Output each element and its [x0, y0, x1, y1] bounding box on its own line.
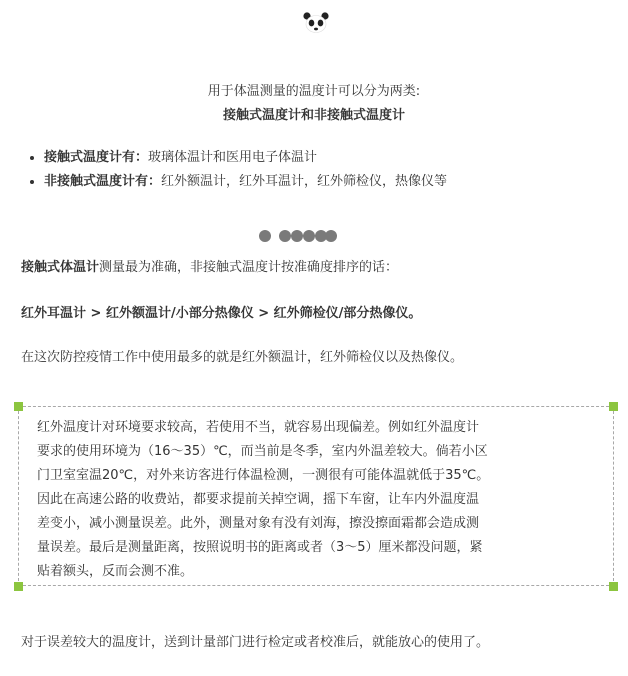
accuracy-label: 接触式体温计: [21, 260, 100, 275]
note-line: 因此在高速公路的收费站，都要求提前关掉空调，摇下车窗，让车内外温度温: [37, 492, 480, 507]
list-item-text: 红外额温计，红外耳温计，红外筛检仪，热像仪等: [161, 174, 448, 189]
note-box-corner: [14, 582, 23, 591]
note-box-corner: [14, 402, 23, 411]
dots-divider: [258, 229, 338, 243]
note-line: 门卫室室温20℃，对外来访客进行体温检测，一测很有可能体温就低于35℃。: [37, 468, 490, 483]
note-line: 要求的使用环境为（16～35）℃，而当前是冬季，室内外温差较大。倘若小区: [37, 444, 488, 459]
list-item-text: 玻璃体温计和医用电子体温计: [148, 150, 318, 165]
note-line: 差变小，减小测量误差。此外，测量对象有没有刘海，擦没擦面霜都会造成测: [37, 516, 480, 531]
note-box-corner: [609, 402, 618, 411]
list-item-label: 非接触式温度计有：: [44, 174, 162, 189]
ranking-paragraph: 红外耳温计 > 红外额温计/小部分热像仪 > 红外筛检仪/部分热像仪。: [21, 306, 422, 321]
note-line: 贴着额头，反而会测不准。: [37, 564, 194, 579]
note-box-text: [37, 416, 619, 584]
list-item: [44, 170, 447, 194]
list-item-label: 接触式温度计有：: [44, 150, 149, 165]
accuracy-paragraph: [21, 256, 398, 275]
closing-paragraph: 对于误差较大的温度计，送到计量部门进行检定或者校准后，就能放心的使用了。: [21, 635, 490, 650]
panda-face-icon: [302, 10, 330, 34]
intro-line: 用于体温测量的温度计可以分为两类:: [207, 84, 421, 99]
list-item: [44, 146, 447, 170]
usage-paragraph: 在这次防控疫情工作中使用最多的就是红外额温计，红外筛检仪以及热像仪。: [21, 350, 464, 365]
note-line: 量误差。最后是测量距离，按照说明书的距离或者（3～5）厘米都没问题，紧: [37, 540, 483, 555]
thermometer-types-list: [18, 146, 447, 194]
intro-heading: 接触式温度计和非接触式温度计: [222, 108, 405, 123]
accuracy-text: 测量最为准确，非接触式温度计按准确度排序的话：: [99, 260, 399, 275]
note-line: 红外温度计对环境要求较高，若使用不当，就容易出现偏差。例如红外温度计: [37, 420, 480, 435]
